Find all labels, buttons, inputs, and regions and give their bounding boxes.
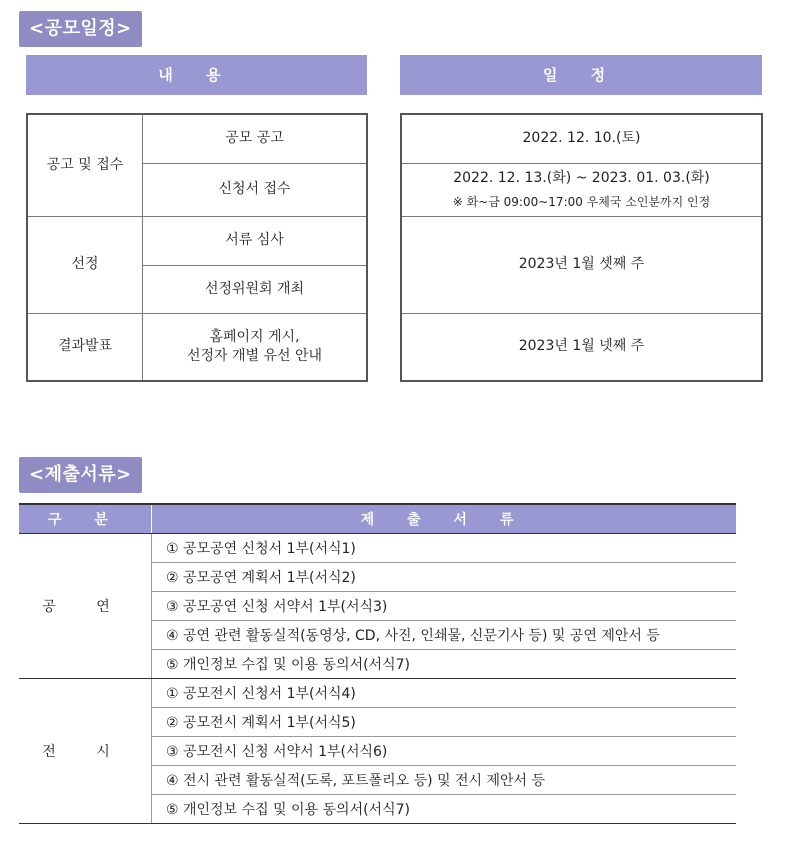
doc-item: ⑤ 개인정보 수집 및 이용 동의서(서식7) [152, 650, 737, 679]
doc-item: ① 공모전시 신청서 1부(서식4) [152, 679, 737, 708]
doc-item: ④ 전시 관련 활동실적(도록, 포트폴리오 등) 및 전시 제안서 등 [152, 766, 737, 795]
schedule-date-table [400, 113, 763, 382]
date-range: 2022. 12. 13.(화) ~ 2023. 01. 03.(화) [453, 169, 710, 186]
doc-item: ③ 공모공연 신청 서약서 1부(서식3) [152, 592, 737, 621]
doc-item: ③ 공모전시 신청 서약서 1부(서식6) [152, 737, 737, 766]
schedule-section-tag: <공모일정> [19, 11, 142, 47]
doc-item: ④ 공연 관련 활동실적(동영상, CD, 사진, 인쇄물, 신문기사 등) 및 공연 제안서 등 [152, 621, 737, 650]
date-cell: 2022. 12. 10.(토) [401, 114, 762, 163]
category-column-header: 구 분 [19, 504, 152, 534]
table-row [19, 534, 736, 563]
doc-item: ① 공모공연 신청서 1부(서식1) [152, 534, 737, 563]
schedule-item: 신청서 접수 [143, 163, 368, 216]
schedule-group-name: 선정 [27, 216, 143, 313]
schedule-item: 서류 심사 [143, 216, 368, 265]
doc-item: ② 공모전시 계획서 1부(서식5) [152, 708, 737, 737]
doc-item: ② 공모공연 계획서 1부(서식2) [152, 563, 737, 592]
schedule-item: 선정위원회 개최 [143, 265, 368, 313]
docs-column-header: 제 출 서 류 [152, 504, 737, 534]
schedule-item-line: 선정자 개별 유선 안내 [186, 347, 323, 364]
schedule-group-name: 결과발표 [27, 313, 143, 381]
schedule-group-name: 공고 및 접수 [27, 114, 143, 216]
schedule-item: 공모 공고 [143, 114, 368, 163]
docs-category: 공 연 [19, 534, 152, 679]
date-column-header: 일 정 [400, 55, 762, 95]
docs-header-row [19, 504, 736, 534]
date-cell: 2023년 1월 넷째 주 [401, 313, 762, 381]
schedule-content-table [26, 113, 368, 382]
schedule-item [143, 313, 368, 381]
schedule-item-line: 홈페이지 게시, [209, 328, 300, 345]
docs-table [19, 503, 736, 824]
date-cell [401, 163, 762, 216]
doc-item: ⑤ 개인정보 수집 및 이용 동의서(서식7) [152, 795, 737, 824]
date-cell: 2023년 1월 셋째 주 [401, 216, 762, 313]
table-row [19, 679, 736, 708]
content-column-header: 내 용 [26, 55, 367, 95]
docs-category: 전 시 [19, 679, 152, 824]
date-note: ※ 화~금 09:00~17:00 우체국 소인분까지 인정 [452, 194, 711, 209]
docs-section-tag: <제출서류> [19, 457, 142, 493]
